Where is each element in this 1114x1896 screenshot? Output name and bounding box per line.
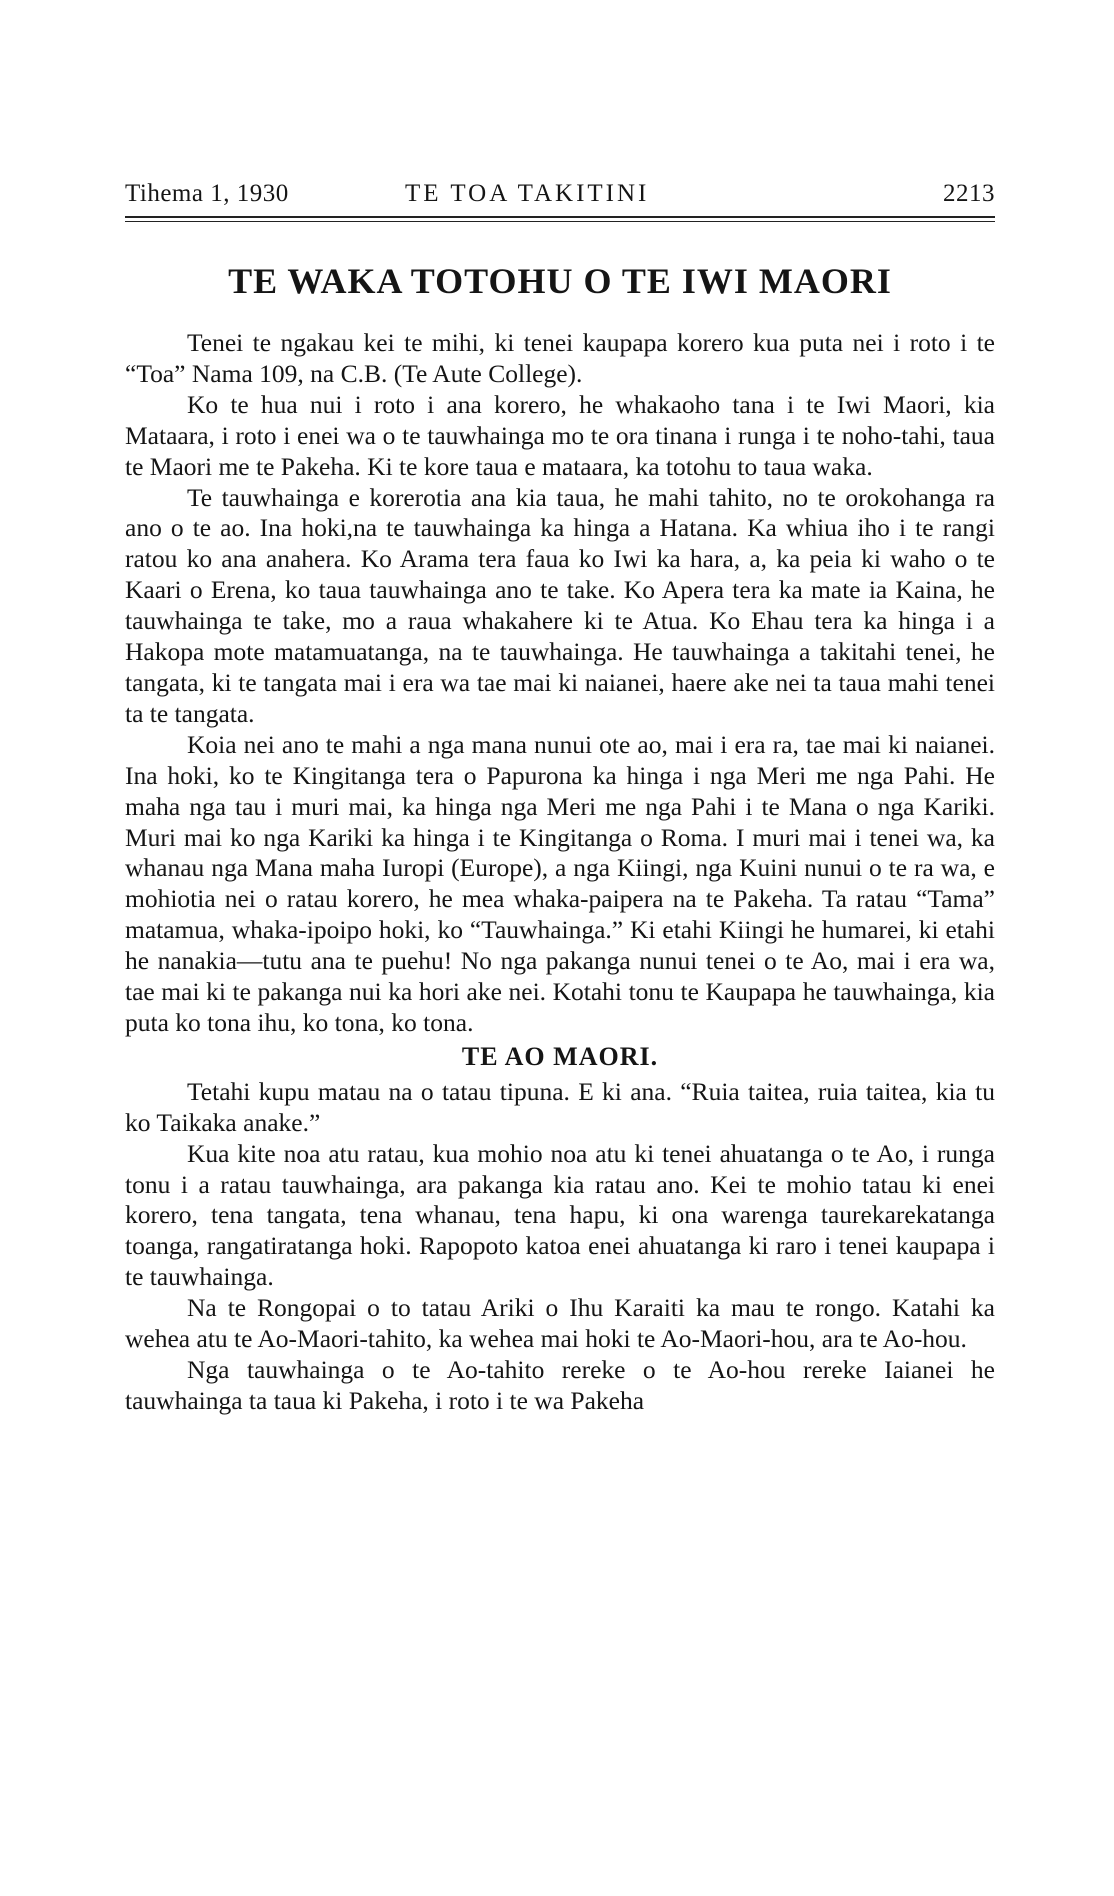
article-paragraph: Ko te hua nui i roto i ana korero, he whakaoho tana i te Iwi Maori, kia Mataara, i roto i enei wa o te tauwhainga mo te ora tinana i runga i te noho-tahi, taua te Maori me te Pakeha. Ki te kore taua e mataara, ka totohu to taua waka. <box>125 389 995 481</box>
article-paragraph: Te tauwhainga e korerotia ana kia taua, he mahi tahito, no te orokohanga ra ano o te ao. Ina hoki,na te tauwhainga ka hinga a Hatana. Ka whiua iho i te rangi ratou ko ana anahera. Ko Arama tera faua ko Iwi ka hara, a, ka peia ki waho o te Kaari o Erena, ko taua tauwhainga ano te take. Ko Apera tera ka mate ia Kaina, he tauwhainga te take, mo a raua whakahere ki te Atua. Ko Ehau tera ka hinga i a Hakopa mote matamuatanga, na te tauwhainga. He tauwhainga a takitahi tenei, he tangata, ki te tangata mai i era wa tae mai ki naianei, haere ake nei ta taua mahi tenei ta te tangata. <box>125 482 995 728</box>
section-paragraph: Na te Rongopai o to tatau Ariki o Ihu Karaiti ka mau te rongo. Katahi ka wehea atu te Ao-Maori-tahito, ka wehea mai hoki te Ao-Maori-hou, ara te Ao-hou. <box>125 1293 995 1354</box>
page-number: 2213 <box>943 180 995 207</box>
running-header <box>125 180 995 214</box>
issue-date: Tihema 1, 1930 <box>125 180 289 207</box>
header-rule <box>125 216 995 218</box>
header-rule-thin <box>125 221 995 222</box>
section-paragraph: Tetahi kupu matau na o tatau tipuna. E ki ana. “Ruia taitea, ruia taitea, kia tu ko Taikaka anake.” <box>125 1076 995 1137</box>
section-paragraph: Nga tauwhainga o te Ao-tahito rereke o te Ao-hou rereke Iaianei he tauwhainga ta taua ki Pakeha, i roto i te wa Pakeha <box>125 1355 995 1415</box>
section-paragraph: Kua kite noa atu ratau, kua mohio noa atu ki tenei ahuatanga o te Ao, i runga tonu i a ratau tauwhainga, ara pakanga kia ratau ano. Kei te mohio tatau ki enei korero, tena tangata, tena whanau, tena hapu, ki ona warenga taurekarekatanga toanga, rangatiratanga hoki. Rapopoto katoa enei ahuatanga ki raro i tenei kaupapa i te tauwhainga. <box>125 1138 995 1292</box>
article-paragraph: Tenei te ngakau kei te mihi, ki tenei kaupapa korero kua puta nei i roto i te “Toa” Nama 109, na C.B. (Te Aute College). <box>125 328 995 388</box>
article-paragraph: Koia nei ano te mahi a nga mana nunui ote ao, mai i era ra, tae mai ki naianei. Ina hoki, ko te Kingitanga tera o Papurona ka hinga i nga Meri me nga Pahi. He maha nga tau i muri mai, ka hinga nga Meri me nga Pahi i te Mana o nga Kariki. Muri mai ko nga Kariki ka hinga i te Kingitanga o Roma. I muri mai i tenei wa, ka whanau nga Mana maha Iuropi (Europe), a nga Kiingi, nga Kuini nunui o te ra wa, e mohiotia nei o ratau korero, he mea whaka-paipera na te Pakeha. Ta ratau “Tama” matamua, whaka-ipoipo hoki, ko “Tauwhainga.” Ki etahi Kiingi he humarei, ki etahi he nanakia—tutu ana te puehu! No nga pakanga nunui tenei o te Ao, mai i era wa, tae mai ki te pakanga nui ka hori ake nei. Kotahi tonu te Kaupapa he tauwhainga, kia puta ko tona ihu, ko tona, ko tona. <box>125 729 995 1037</box>
publication-title: TE TOA TAKITINI <box>405 180 650 207</box>
document-page <box>125 180 995 1417</box>
section-title: TE AO MAORI. <box>461 1041 659 1071</box>
article-title: TE WAKA TOTOHU O TE IWI MAORI <box>228 261 892 301</box>
